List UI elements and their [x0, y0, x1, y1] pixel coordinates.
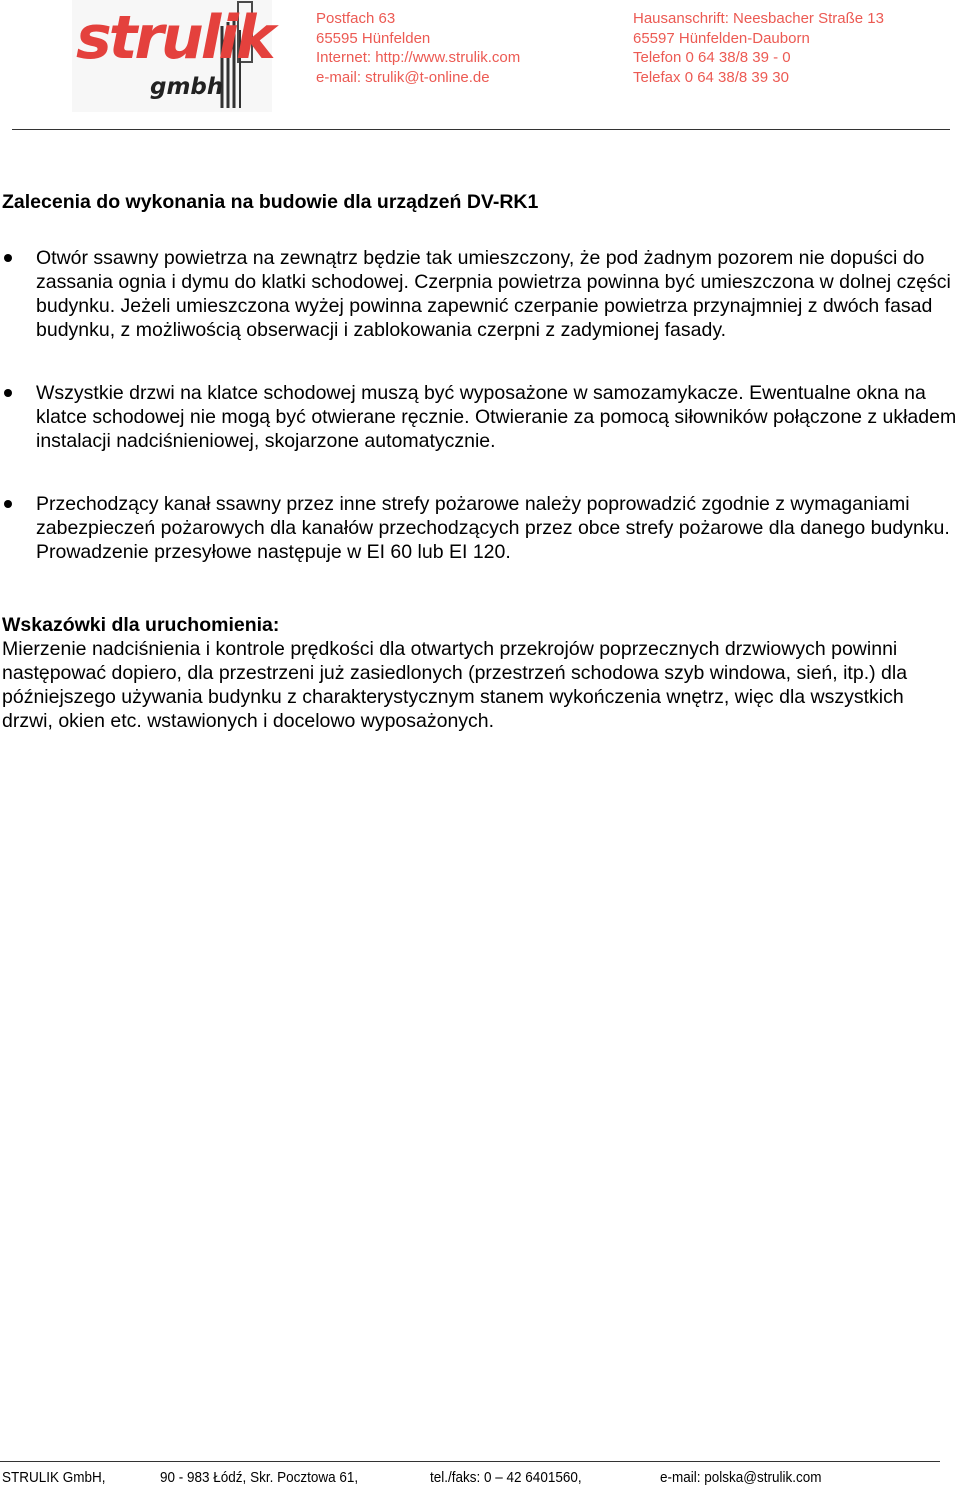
list-item-text: Wszystkie drzwi na klatce schodowej muszą być wyposażone w samozamykacze. Ewentualne okna na klatce schodowej nie mogą być otwierane ręcznie. Otwieranie za pomocą siłowników połączone z układem instalacji nadciśnieniowej, skojarzone automatycznie. — [36, 382, 957, 452]
bullet-icon — [4, 254, 12, 262]
commissioning-heading: Wskazówki dla uruchomienia: — [2, 614, 280, 636]
logo-subtitle: gmbh — [150, 74, 224, 100]
header-divider — [12, 129, 950, 130]
street-address: Hausanschrift: Neesbacher Straße 13 — [633, 10, 884, 27]
footer-phone: tel./faks: 0 – 42 6401560, — [430, 1469, 582, 1486]
bullet-icon — [4, 500, 12, 508]
list-item-text: Przechodzący kanał ssawny przez inne strefy pożarowe należy poprowadzić zgodnie z wymaganiami zabezpieczeń pożarowych dla kanałów przechodzących przez obce strefy pożarowe dla danego budynku. Prowadzenie przesyłowe następuje w EI 60 lub EI 120. — [36, 493, 950, 563]
footer-company: STRULIK GmbH, — [2, 1469, 106, 1486]
letterhead — [0, 0, 960, 118]
email-link[interactable]: e-mail: strulik@t-online.de — [316, 68, 490, 86]
document-title: Zalecenia do wykonania na budowie dla urządzeń DV-RK1 — [2, 191, 539, 213]
footer-email[interactable]: e-mail: polska@strulik.com — [660, 1469, 822, 1486]
website-link[interactable]: Internet: http://www.strulik.com — [316, 49, 521, 66]
logo-wordmark: strulik — [76, 3, 273, 73]
bullet-icon — [4, 389, 12, 397]
list-item-text: Otwór ssawny powietrza na zewnątrz będzie tak umieszczony, że pod żadnym pozorem nie dopuści do zassania ognia i dymu do klatki schodowej. Czerpnia powietrza powinna być umieszczona w dolnej części budynku. Jeżeli umieszczona wyżej powinna zapewnić czerpanie powietrza przynajmniej z dwóch fasad budynku, z możliwością obserwacji i zablokowania czerpni z zadymionej fasady. — [36, 247, 951, 341]
footer-divider — [0, 1461, 940, 1462]
street-address-block — [633, 9, 884, 87]
postal-city: 65595 Hünfelden — [316, 29, 431, 47]
recommendations-list — [0, 246, 960, 564]
commissioning-paragraph: Mierzenie nadciśnienia i kontrole prędkości dla otwartych przekrojów poprzecznych drzwiowych powinni następować dopiero, dla przestrzeni już zasiedlonych (przestrzeń schodowa szyb windowa, sień, itp.) dla późniejszego używania budynku z charakterystycznym stanem wykończenia wnętrz, więc dla wszystkich drzwi, okien etc. wstawionych i docelowo wyposażonych. — [2, 638, 908, 732]
fax-number: Telefax 0 64 38/8 39 30 — [633, 68, 789, 86]
telephone-number: Telefon 0 64 38/8 39 - 0 — [633, 49, 791, 66]
list-item — [0, 381, 960, 453]
postal-box: Postfach 63 — [316, 10, 396, 27]
postal-contact-block — [316, 9, 520, 87]
list-item — [0, 492, 960, 564]
street-city: 65597 Hünfelden-Dauborn — [633, 29, 810, 47]
list-item — [0, 246, 960, 342]
company-logo — [72, 0, 272, 112]
footer-address: 90 - 983 Łódź, Skr. Pocztowa 61, — [160, 1469, 359, 1486]
